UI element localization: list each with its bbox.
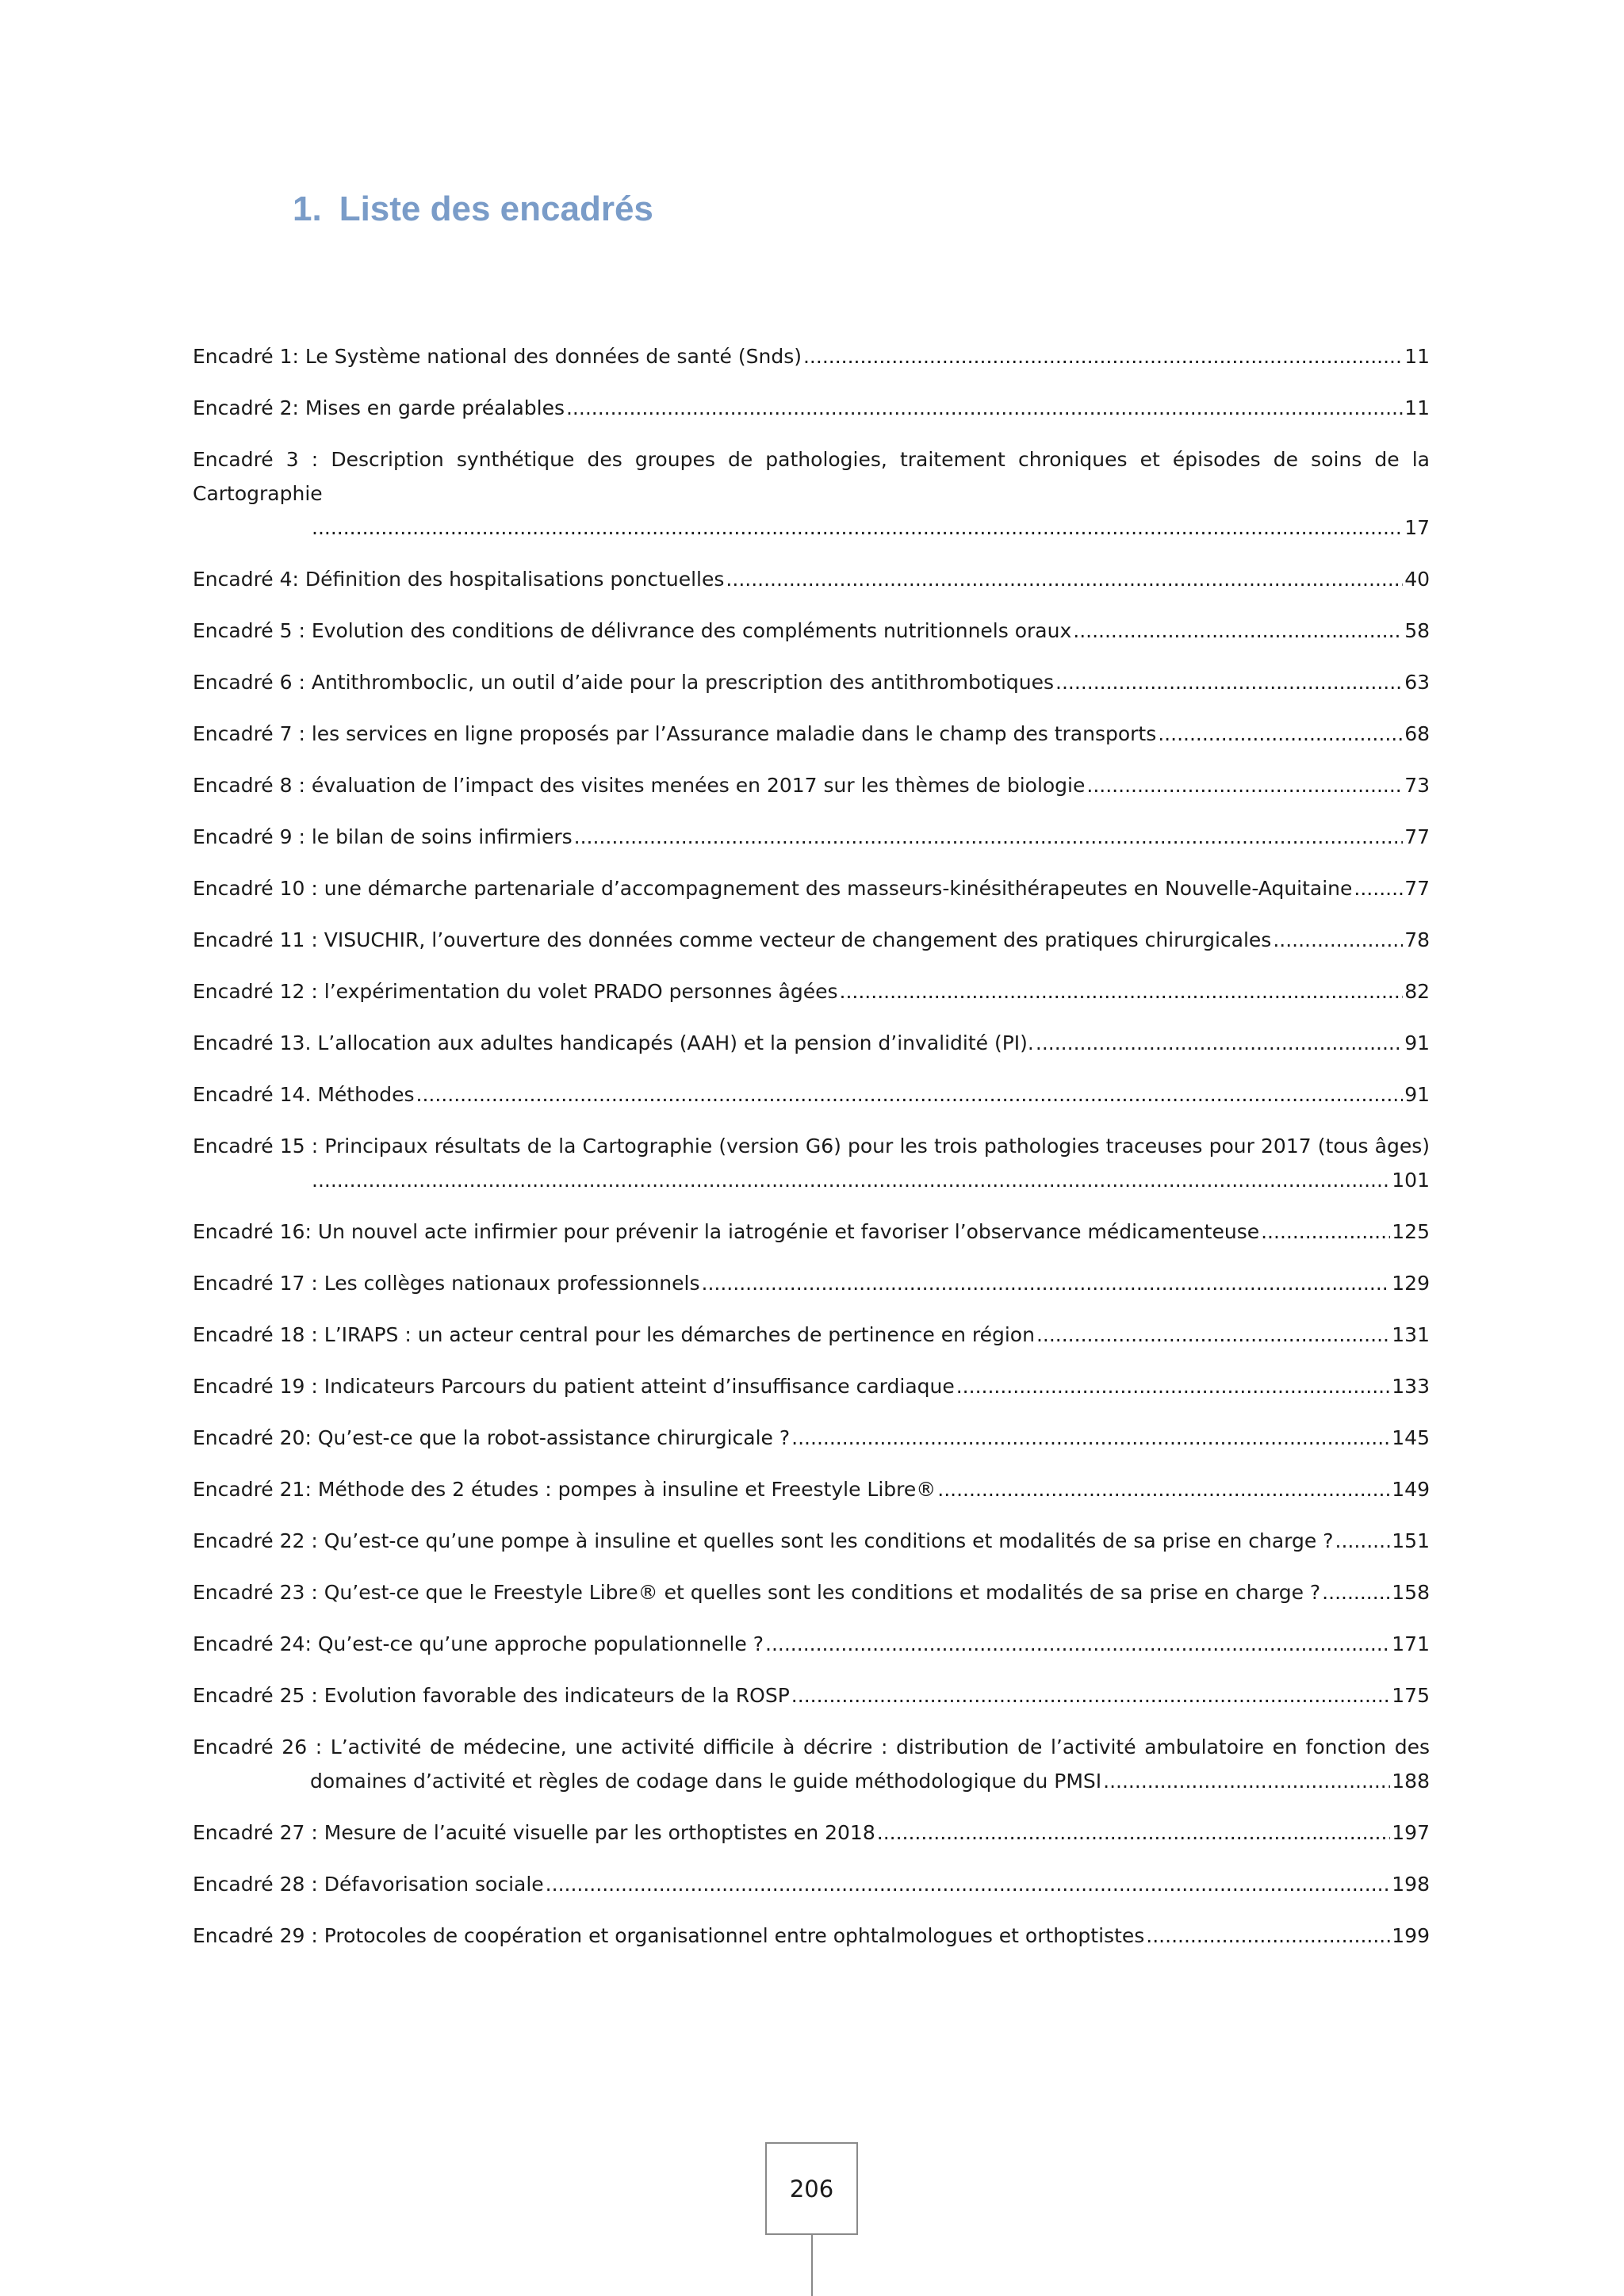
toc-entry-text: Encadré 14. Méthodes — [193, 1083, 415, 1106]
footer-line — [811, 2235, 813, 2296]
toc-entry-page: 151 — [1392, 1529, 1430, 1552]
toc-entry-page: 197 — [1392, 1821, 1430, 1844]
toc-entry[interactable] — [193, 1215, 1430, 1249]
toc-entry-text: Encadré 11 : VISUCHIR, l’ouverture des données comme vecteur de changement des pratiques chirurgicales — [193, 928, 1272, 951]
toc-entry[interactable] — [193, 614, 1430, 648]
toc-entry-page: 91 — [1404, 1031, 1430, 1054]
toc-entry-text: Encadré 15 : Principaux résultats de la Cartographie (version G6) pour les trois pathologies traceuses pour 2017 (tous âges) — [193, 1135, 1430, 1158]
toc-entry-page: 11 — [1404, 345, 1430, 368]
dot-leader — [803, 339, 1403, 373]
toc-entry-text: Encadré 18 : L’IRAPS : un acteur central pour les démarches de pertinence en région — [193, 1323, 1035, 1346]
toc-entry-page: 188 — [1392, 1770, 1430, 1793]
toc-entry[interactable] — [193, 1266, 1430, 1300]
toc-entry-text: Encadré 26 : L’activité de médecine, une activité difficile à décrire : distribution de l’activité ambulatoire en fonction des — [193, 1735, 1430, 1758]
toc-entry[interactable] — [193, 391, 1430, 425]
dot-leader — [791, 1421, 1390, 1455]
toc-entry-text: Encadré 12 : l’expérimentation du volet PRADO personnes âgées — [193, 980, 838, 1003]
toc-entry[interactable] — [193, 1816, 1430, 1850]
toc-entry-text: Encadré 16: Un nouvel acte infirmier pour prévenir la iatrogénie et favoriser l’observance médicamenteuse — [193, 1220, 1260, 1243]
toc-entry[interactable] — [193, 1369, 1430, 1403]
toc-entry[interactable] — [193, 442, 1430, 545]
toc-entry-text: Encadré 10 : une démarche partenariale d’accompagnement des masseurs-kinésithérapeutes en Nouvelle-Aquitaine — [193, 877, 1353, 900]
toc-entry-page: 101 — [1392, 1169, 1430, 1192]
toc-entry-text: Encadré 8 : évaluation de l’impact des visites menées en 2017 sur les thèmes de biologie — [193, 774, 1086, 797]
page-number-box — [765, 2142, 858, 2235]
dot-leader — [546, 1867, 1391, 1901]
toc-entry-page: 91 — [1404, 1083, 1430, 1106]
dot-leader — [1158, 717, 1403, 751]
toc-entry-page: 63 — [1404, 671, 1430, 694]
list-of-boxes — [193, 339, 1430, 1970]
toc-entry[interactable] — [193, 768, 1430, 802]
toc-entry-page: 158 — [1392, 1581, 1430, 1604]
dot-leader — [1322, 1575, 1390, 1609]
toc-entry-page: 145 — [1392, 1426, 1430, 1449]
toc-entry-page: 175 — [1392, 1684, 1430, 1707]
toc-entry-page: 198 — [1392, 1873, 1430, 1896]
dot-leader — [1261, 1215, 1390, 1249]
toc-entry-page: 149 — [1392, 1478, 1430, 1501]
toc-entry-page: 78 — [1404, 928, 1430, 951]
toc-entry-text: Encadré 28 : Défavorisation sociale — [193, 1873, 544, 1896]
toc-entry-page: 11 — [1404, 396, 1430, 419]
toc-entry-page: 40 — [1404, 568, 1430, 591]
dot-leader — [1073, 614, 1403, 648]
toc-entry-text: Encadré 19 : Indicateurs Parcours du patient atteint d’insuffisance cardiaque — [193, 1375, 955, 1398]
toc-entry[interactable] — [193, 871, 1430, 905]
page-title — [293, 189, 653, 231]
toc-entry[interactable] — [193, 923, 1430, 957]
toc-entry-text: Encadré 25 : Evolution favorable des indicateurs de la ROSP — [193, 1684, 790, 1707]
toc-entry-text: Encadré 4: Définition des hospitalisations ponctuelles — [193, 568, 725, 591]
toc-entry-page: 77 — [1404, 825, 1430, 848]
dot-leader — [574, 820, 1404, 854]
toc-entry-text: Encadré 27 : Mesure de l’acuité visuelle par les orthoptistes en 2018 — [193, 1821, 875, 1844]
toc-entry-continuation: domaines d’activité et règles de codage dans le guide méthodologique du PMSI — [310, 1770, 1102, 1793]
toc-entry[interactable] — [193, 1919, 1430, 1953]
toc-entry-page: 68 — [1404, 722, 1430, 745]
toc-entry-text: Encadré 9 : le bilan de soins infirmiers — [193, 825, 573, 848]
dot-leader — [312, 1163, 1390, 1197]
dot-leader — [877, 1816, 1391, 1850]
toc-entry-page: 82 — [1404, 980, 1430, 1003]
dot-leader — [1103, 1764, 1390, 1798]
dot-leader — [416, 1077, 1404, 1112]
heading-text: Liste des encadrés — [339, 189, 653, 228]
toc-entry[interactable] — [193, 1627, 1430, 1661]
toc-entry-text: Encadré 6 : Antithromboclic, un outil d’aide pour la prescription des antithrombotiques — [193, 671, 1055, 694]
toc-entry-page: 199 — [1392, 1924, 1430, 1947]
toc-entry[interactable] — [193, 820, 1430, 854]
dot-leader — [1055, 665, 1403, 699]
toc-entry-text: Encadré 20: Qu’est-ce que la robot-assistance chirurgicale ? — [193, 1426, 791, 1449]
dot-leader — [1036, 1318, 1390, 1352]
toc-entry[interactable] — [193, 665, 1430, 699]
dot-leader — [1354, 871, 1403, 905]
toc-entry[interactable] — [193, 1575, 1430, 1609]
toc-entry[interactable] — [193, 1678, 1430, 1712]
dot-leader — [1273, 923, 1403, 957]
toc-entry-page: 73 — [1404, 774, 1430, 797]
dot-leader — [1086, 768, 1403, 802]
toc-entry[interactable] — [193, 717, 1430, 751]
toc-entry-page: 131 — [1392, 1323, 1430, 1346]
heading-number: 1. — [293, 189, 322, 228]
dot-leader — [1335, 1524, 1391, 1558]
toc-entry-text: Encadré 23 : Qu’est-ce que le Freestyle Libre® et quelles sont les conditions et modalités de sa prise en charge ? — [193, 1581, 1321, 1604]
toc-entry-text: Encadré 13. L’allocation aux adultes handicapés (AAH) et la pension d’invalidité (PI). — [193, 1031, 1034, 1054]
toc-entry-text: Encadré 5 : Evolution des conditions de délivrance des compléments nutritionnels oraux — [193, 619, 1072, 642]
toc-entry[interactable] — [193, 339, 1430, 373]
toc-entry-page: 17 — [1404, 516, 1430, 539]
toc-entry-text: Encadré 17 : Les collèges nationaux professionnels — [193, 1272, 700, 1295]
dot-leader — [765, 1627, 1390, 1661]
dot-leader — [1146, 1919, 1390, 1953]
dot-leader — [566, 391, 1403, 425]
toc-entry[interactable] — [193, 974, 1430, 1008]
dot-leader — [312, 511, 1403, 545]
dot-leader — [702, 1266, 1391, 1300]
toc-entry[interactable] — [193, 1421, 1430, 1455]
toc-entry[interactable] — [193, 1730, 1430, 1798]
toc-entry-page: 171 — [1392, 1632, 1430, 1655]
dot-leader — [791, 1678, 1390, 1712]
toc-entry-page: 129 — [1392, 1272, 1430, 1295]
toc-entry-text: Encadré 22 : Qu’est-ce qu’une pompe à insuline et quelles sont les conditions et modalités de sa prise en charge ? — [193, 1529, 1334, 1552]
toc-entry-text: Encadré 24: Qu’est-ce qu’une approche populationnelle ? — [193, 1632, 764, 1655]
toc-entry-text: Encadré 3 : Description synthétique des groupes de pathologies, traitement chroniques et épisodes de soins de la Cartographie — [193, 448, 1430, 505]
page-number: 206 — [789, 2175, 834, 2202]
toc-entry-text: Encadré 7 : les services en ligne proposés par l’Assurance maladie dans le champ des transports — [193, 722, 1157, 745]
toc-entry-text: Encadré 29 : Protocoles de coopération et organisationnel entre ophtalmologues et orthoptistes — [193, 1924, 1145, 1947]
toc-entry-page: 133 — [1392, 1375, 1430, 1398]
dot-leader — [937, 1472, 1390, 1506]
dot-leader — [956, 1369, 1391, 1403]
toc-entry[interactable] — [193, 562, 1430, 596]
toc-entry[interactable] — [193, 1077, 1430, 1112]
dot-leader — [726, 562, 1403, 596]
dot-leader — [840, 974, 1404, 1008]
toc-entry-page: 58 — [1404, 619, 1430, 642]
toc-entry[interactable] — [193, 1129, 1430, 1197]
toc-entry[interactable] — [193, 1472, 1430, 1506]
toc-entry[interactable] — [193, 1867, 1430, 1901]
toc-entry[interactable] — [193, 1318, 1430, 1352]
toc-entry[interactable] — [193, 1026, 1430, 1060]
toc-entry-page: 77 — [1404, 877, 1430, 900]
toc-entry-page: 125 — [1392, 1220, 1430, 1243]
dot-leader — [1036, 1026, 1403, 1060]
toc-entry-text: Encadré 1: Le Système national des données de santé (Snds) — [193, 345, 802, 368]
toc-entry-text: Encadré 21: Méthode des 2 études : pompes à insuline et Freestyle Libre® — [193, 1478, 936, 1501]
toc-entry[interactable] — [193, 1524, 1430, 1558]
toc-entry-text: Encadré 2: Mises en garde préalables — [193, 396, 565, 419]
